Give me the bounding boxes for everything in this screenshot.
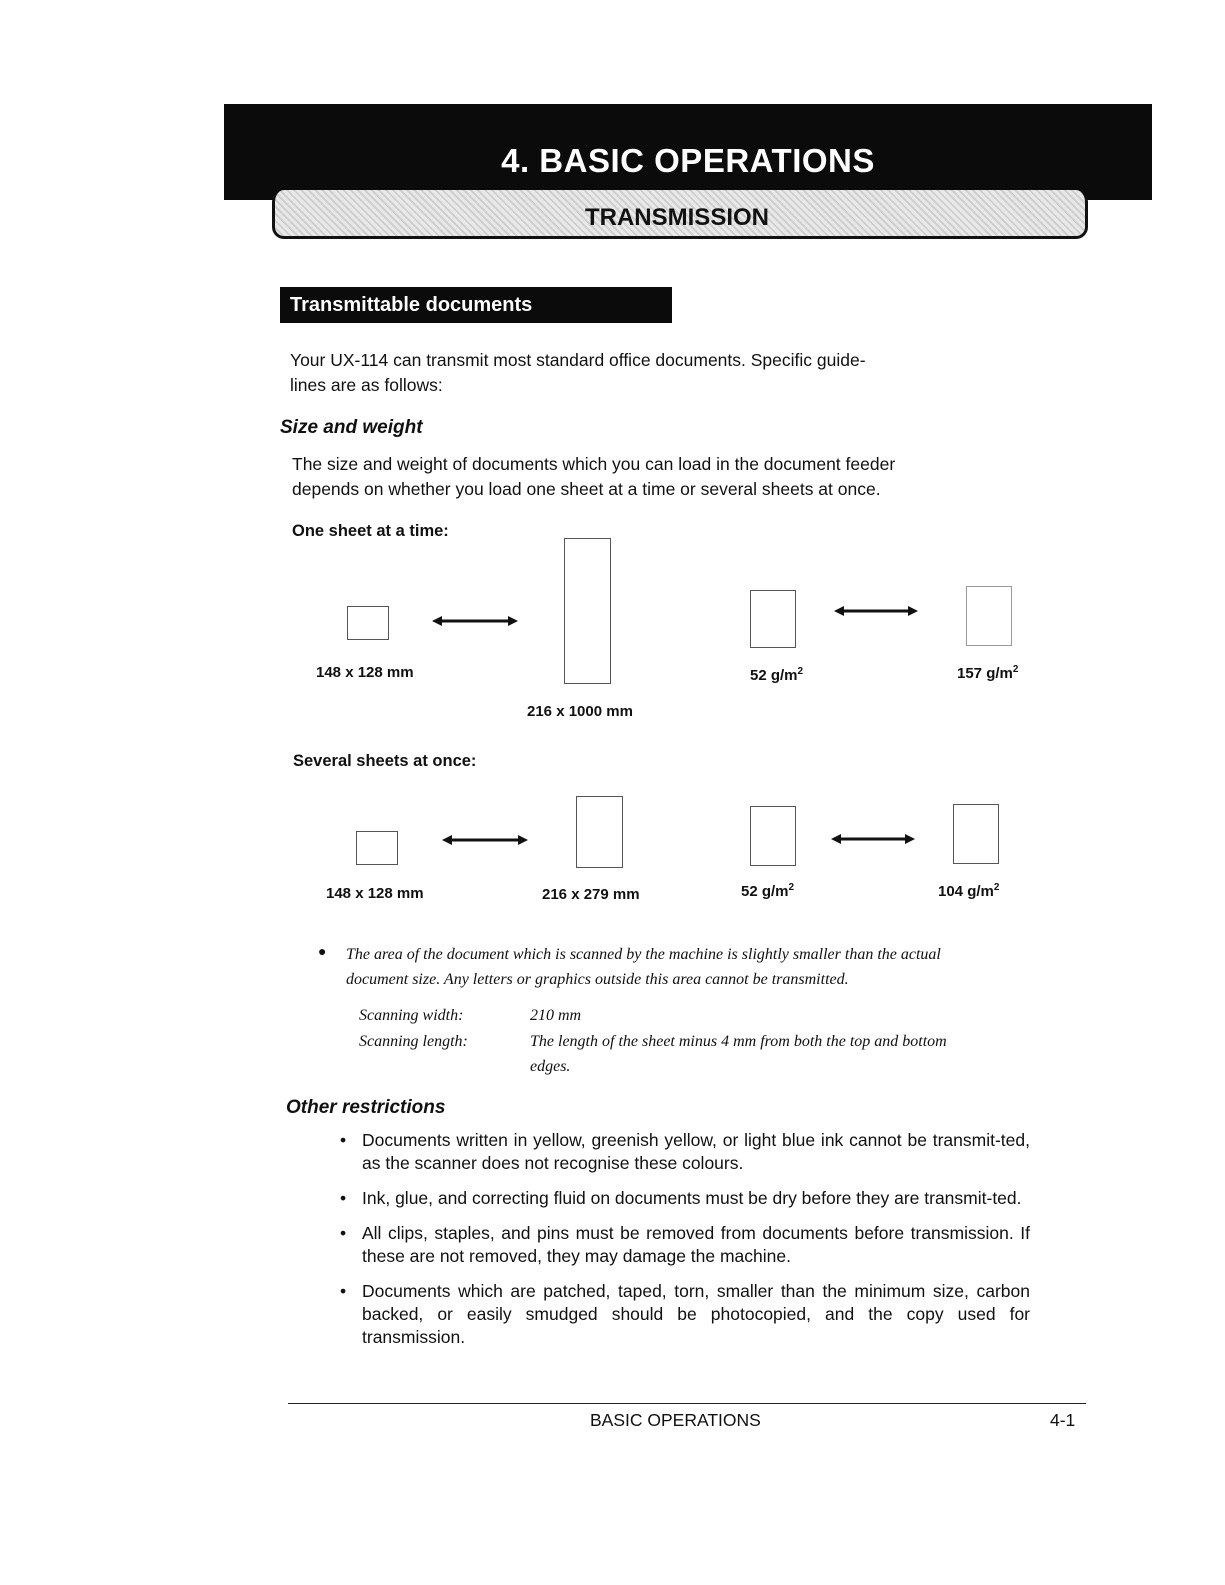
several-sheets-max-weight: 104 $g/m^2$ (938, 882, 1000, 900)
double-arrow-icon (834, 604, 918, 618)
doc-max-size-icon (564, 538, 611, 684)
scan-note (346, 942, 1036, 992)
doc-max-size-icon (576, 796, 623, 868)
one-sheet-min-weight: 52 $g/m^2$ (750, 666, 804, 684)
restrictions-list (340, 1129, 1030, 1361)
intro-paragraph (290, 348, 1010, 398)
scan-note-line-1: The area of the document which is scanned by the machine is slightly smaller than the actual (346, 946, 941, 963)
subhead-title: Transmittable documents (290, 294, 533, 316)
one-sheet-label: One sheet at a time: (292, 522, 449, 540)
several-sheets-min-size: 148 x 128 mm (326, 885, 424, 902)
list-item: • All clips, staples, and pins must be removed from documents before transmission. If these are not removed, they may damage the machine. (340, 1222, 1030, 1268)
one-sheet-max-size: 216 x 1000 mm (527, 703, 633, 720)
section-title: TRANSMISSION (584, 204, 769, 231)
intro-line-2: lines are as follows: (290, 375, 443, 395)
doc-min-size-icon (347, 606, 389, 640)
list-item: • Documents which are patched, taped, torn, smaller than the minimum size, carbon backed, or easily smudged should be photocopied, and the copy used for transmission. (340, 1280, 1030, 1349)
other-restrictions-heading: Other restrictions (286, 1097, 446, 1118)
chapter-title: 4. BASIC OPERATIONS (501, 142, 875, 179)
size-weight-paragraph (292, 452, 1012, 502)
one-sheet-max-weight: 157 $g/m^2$ (957, 664, 1019, 682)
intro-line-1: Your UX-114 can transmit most standard office documents. Specific guide- (290, 350, 866, 370)
several-sheets-max-size: 216 x 279 mm (542, 886, 640, 903)
one-sheet-min-size: 148 x 128 mm (316, 664, 414, 681)
page-number: 4-1 (1050, 1410, 1076, 1430)
double-arrow-icon (831, 832, 915, 846)
scan-note-line-2: document size. Any letters or graphics outside this area cannot be transmitted. (346, 971, 849, 988)
double-arrow-icon (442, 833, 528, 847)
bullet-icon: ● (318, 943, 327, 959)
scanning-length-label: Scanning length: (359, 1033, 468, 1050)
size-weight-heading: Size and weight (280, 417, 423, 438)
footer-rule (288, 1403, 1086, 1404)
footer-title: BASIC OPERATIONS (590, 1410, 761, 1430)
doc-min-weight-icon (750, 806, 796, 866)
doc-max-weight-icon (953, 804, 999, 864)
doc-max-weight-icon (966, 586, 1012, 646)
doc-min-weight-icon (750, 590, 796, 648)
scanning-width-value: 210 mm (530, 1007, 582, 1024)
list-item: • Ink, glue, and correcting fluid on documents must be dry before they are transmit-ted. (340, 1187, 1030, 1210)
scanning-length-value: The length of the sheet minus 4 mm from both the top and bottom edges. (530, 1033, 947, 1075)
several-sheets-min-weight: 52 $g/m^2$ (741, 882, 795, 900)
several-sheets-label: Several sheets at once: (293, 752, 477, 770)
scanning-width-label: Scanning width: (359, 1007, 464, 1024)
list-item: • Documents written in yellow, greenish yellow, or light blue ink cannot be transmit-ted, as the scanner does not recognise these colours. (340, 1129, 1030, 1175)
size-weight-line-2: depends on whether you load one sheet at a time or several sheets at once. (292, 479, 881, 499)
double-arrow-icon (432, 614, 518, 628)
size-weight-line-1: The size and weight of documents which you can load in the document feeder (292, 454, 896, 474)
doc-min-size-icon (356, 831, 398, 865)
